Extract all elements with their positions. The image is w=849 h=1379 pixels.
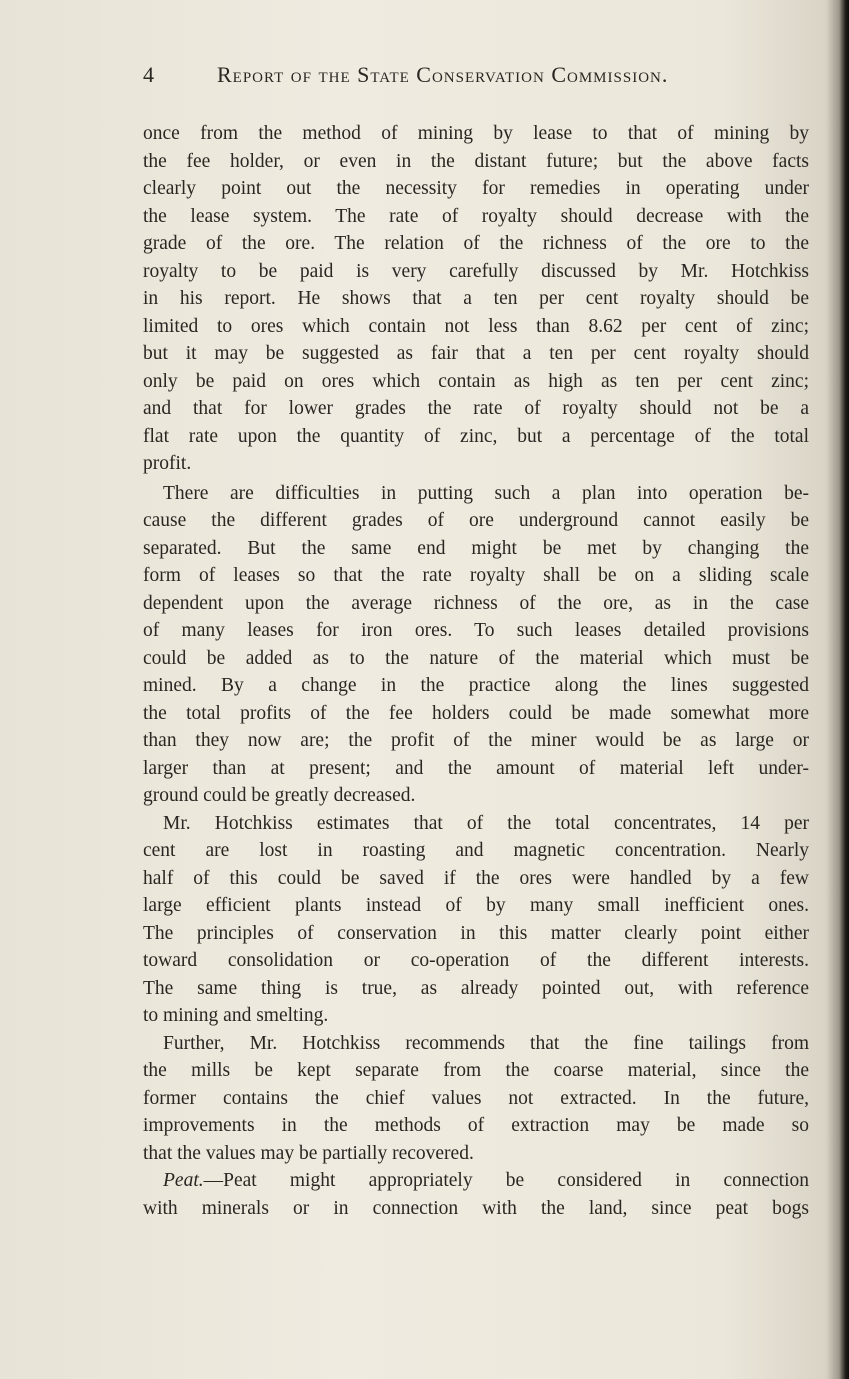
text-line: of many leases for iron ores. To such leases detailed provisions	[143, 620, 809, 641]
text-line: The same thing is true, as already pointed out, with reference	[143, 977, 809, 999]
text-line: with minerals or in connection with the land, since peat bogs	[143, 1197, 809, 1219]
text-line: Further, Mr. Hotchkiss recommends that the fine tailings from	[163, 1032, 809, 1054]
text-line: mined. By a change in the practice along the lines suggested	[143, 675, 809, 696]
text-line: The principles of conservation in this matter clearly point either	[143, 922, 809, 944]
body-text	[143, 120, 809, 1222]
running-title: Report of the State Conservation Commission.	[217, 62, 669, 87]
text-line: to mining and smelting.	[143, 1005, 329, 1026]
text-line: the mills be kept separate from the coarse material, since the	[143, 1060, 809, 1081]
paragraph-3	[143, 810, 809, 1030]
section-label-peat: Peat.	[163, 1170, 204, 1191]
text-line: improvements in the methods of extraction may be made so	[143, 1115, 809, 1136]
paragraph-5	[143, 1167, 809, 1222]
paragraph-2	[143, 480, 809, 810]
paragraph-4	[143, 1030, 809, 1168]
text-line: grade of the ore. The relation of the richness of the ore to the	[143, 233, 809, 254]
text-line: ground could be greatly decreased.	[143, 785, 416, 806]
text-line: royalty to be paid is very carefully discussed by Mr. Hotchkiss	[143, 260, 809, 282]
text-line: large efficient plants instead of by many small inefficient ones.	[143, 895, 809, 916]
text-line	[143, 1167, 809, 1195]
text-line: than they now are; the profit of the miner would be as large or	[143, 730, 809, 751]
text-line: the total profits of the fee holders could be made somewhat more	[143, 702, 809, 724]
text-line: half of this could be saved if the ores were handled by a few	[143, 867, 809, 889]
text-line: clearly point out the necessity for remedies in operating under	[143, 178, 809, 199]
text-line: and that for lower grades the rate of royalty should not be a	[143, 398, 809, 419]
text-line: dependent upon the average richness of the ore, as in the case	[143, 592, 809, 614]
text-line: once from the method of mining by lease to that of mining by	[143, 123, 809, 144]
text-line: There are difficulties in putting such a plan into operation be-	[163, 482, 809, 504]
text-line-rest: —Peat might appropriately be considered in connection	[203, 1170, 809, 1191]
text-line: but it may be suggested as fair that a ten per cent royalty should	[143, 343, 809, 364]
paragraph-1	[143, 120, 809, 478]
text-line: could be added as to the nature of the material which must be	[143, 647, 809, 669]
text-line: larger than at present; and the amount of material left under-	[143, 757, 809, 779]
text-line: toward consolidation or co-operation of the different interests.	[143, 950, 809, 971]
text-line: limited to ores which contain not less than 8.62 per cent of zinc;	[143, 315, 809, 337]
text-line: separated. But the same end might be met by changing the	[143, 537, 809, 559]
page-number: 4	[143, 62, 155, 87]
text-line: the lease system. The rate of royalty should decrease with the	[143, 205, 809, 227]
text-line: Mr. Hotchkiss estimates that of the total concentrates, 14 per	[163, 812, 809, 834]
text-line: form of leases so that the rate royalty shall be on a sliding scale	[143, 565, 809, 586]
text-line: profit.	[143, 453, 192, 474]
page-binding-edge	[827, 0, 849, 1379]
text-line: cause the different grades of ore underground cannot easily be	[143, 510, 809, 531]
text-line: former contains the chief values not extracted. In the future,	[143, 1087, 809, 1109]
text-line: in his report. He shows that a ten per cent royalty should be	[143, 288, 809, 309]
text-line: the fee holder, or even in the distant future; but the above facts	[143, 150, 809, 172]
text-line: that the values may be partially recovered.	[143, 1142, 474, 1164]
text-line: only be paid on ores which contain as high as ten per cent zinc;	[143, 370, 809, 392]
text-line: flat rate upon the quantity of zinc, but a percentage of the total	[143, 425, 809, 447]
running-header	[143, 62, 813, 92]
text-line: cent are lost in roasting and magnetic concentration. Nearly	[143, 840, 809, 861]
